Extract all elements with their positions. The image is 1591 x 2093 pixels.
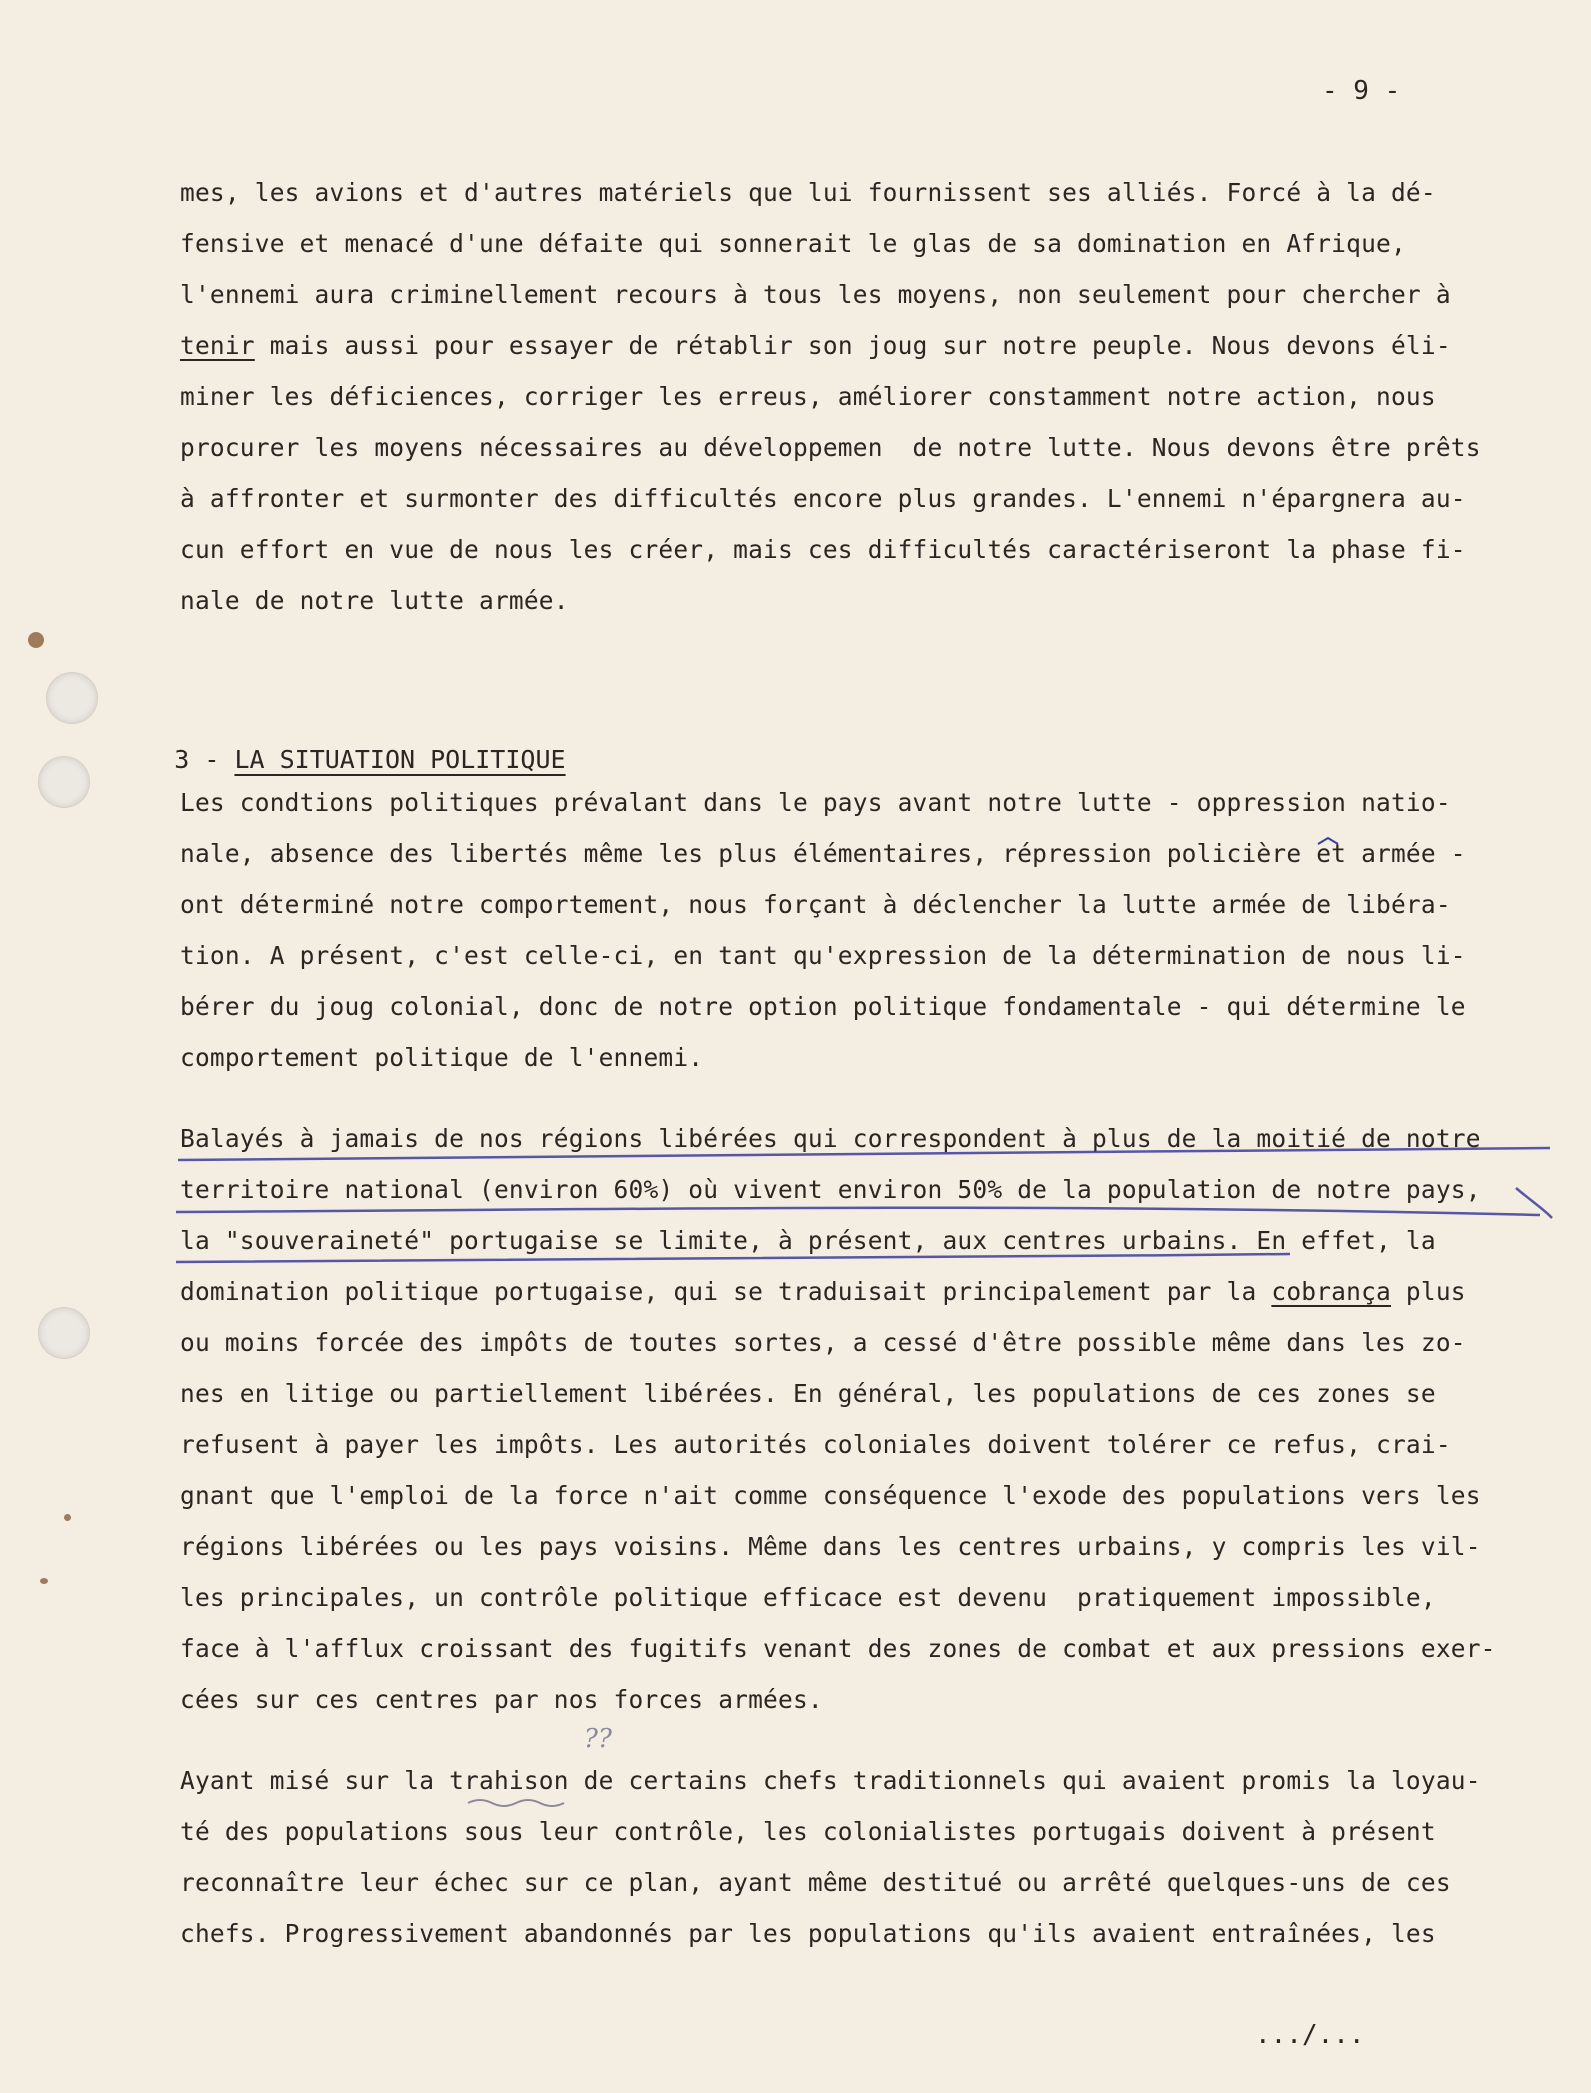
text-line: l'ennemi aura criminellement recours à tous les moyens, non seulement pour chercher à: [180, 280, 1451, 309]
text-line: bérer du joug colonial, donc de notre option politique fondamentale - qui détermine le: [180, 992, 1466, 1021]
text-line: mes, les avions et d'autres matériels que lui fournissent ses alliés. Forcé à la dé-: [180, 178, 1436, 207]
underlined-word: cobrança: [1271, 1277, 1391, 1306]
text-line: nale, absence des libertés même les plus élémentaires, répression policière et armée -: [180, 839, 1466, 868]
section-number: 3 -: [174, 745, 220, 774]
text-line: Les condtions politiques prévalant dans le pays avant notre lutte - oppression natio-: [180, 788, 1451, 817]
punch-hole: [46, 672, 98, 724]
text-line: nes en litige ou partiellement libérées. En général, les populations de ces zones se: [180, 1379, 1436, 1408]
line-start: domination politique portugaise, qui se traduisait principalement par la: [180, 1277, 1272, 1306]
line-end: plus: [1390, 1277, 1466, 1306]
underlined-word: tenir: [180, 331, 255, 360]
text-line: ou moins forcée des impôts de toutes sortes, a cessé d'être possible même dans les zo-: [180, 1328, 1466, 1357]
stain: [40, 1578, 48, 1584]
stain: [64, 1514, 71, 1521]
section-title: LA SITUATION POLITIQUE: [234, 745, 566, 774]
text-line: comportement politique de l'ennemi.: [180, 1043, 704, 1072]
text-line: les principales, un contrôle politique efficace est devenu pratiquement impossible,: [180, 1583, 1436, 1612]
stain: [28, 632, 44, 648]
line-rest: mais aussi pour essayer de rétablir son joug sur notre peuple. Nous devons éli-: [269, 331, 1451, 360]
punch-hole: [38, 1307, 90, 1359]
text-line: nale de notre lutte armée.: [180, 586, 569, 615]
text-line: Ayant misé sur la trahison de certains chefs traditionnels qui avaient promis la loyau-: [180, 1766, 1481, 1795]
text-line: chefs. Progressivement abandonnés par les populations qu'ils avaient entraînées, les: [180, 1919, 1436, 1948]
text-line: [180, 1277, 1466, 1306]
text-line: régions libérées ou les pays voisins. Même dans les centres urbains, y compris les vil-: [180, 1532, 1481, 1561]
continuation-mark: .../...: [1255, 2020, 1365, 2050]
text-line: cées sur ces centres par nos forces armées.: [180, 1685, 823, 1714]
text-line: procurer les moyens nécessaires au développemen de notre lutte. Nous devons être prêts: [180, 433, 1481, 462]
text-line: gnant que l'emploi de la force n'ait comme conséquence l'exode des populations vers les: [180, 1481, 1481, 1510]
text-line: ont déterminé notre comportement, nous forçant à déclencher la lutte armée de libéra-: [180, 890, 1451, 919]
text-line: Balayés à jamais de nos régions libérées qui correspondent à plus de la moitié de notre: [180, 1124, 1481, 1153]
text-line: fensive et menacé d'une défaite qui sonnerait le glas de sa domination en Afrique,: [180, 229, 1406, 258]
text-line: à affronter et surmonter des difficultés encore plus grandes. L'ennemi n'épargnera au-: [180, 484, 1466, 513]
text-line: cun effort en vue de nous les créer, mais ces difficultés caractériseront la phase fi-: [180, 535, 1466, 564]
punch-hole: [38, 756, 90, 808]
text-line: reconnaître leur échec sur ce plan, ayant même destitué ou arrêté quelques-uns de ces: [180, 1868, 1451, 1897]
text-line: refusent à payer les impôts. Les autorités coloniales doivent tolérer ce refus, crai-: [180, 1430, 1451, 1459]
page-number: - 9 -: [1322, 76, 1401, 106]
text-line: miner les déficiences, corriger les erreus, améliorer constamment notre action, nous: [180, 382, 1436, 411]
text-line: té des populations sous leur contrôle, les colonialistes portugais doivent à présent: [180, 1817, 1436, 1846]
text-line: la "souveraineté" portugaise se limite, à présent, aux centres urbains. En effet, la: [180, 1226, 1436, 1255]
text-line: [180, 331, 1451, 360]
handwritten-note: ??: [584, 1724, 612, 1754]
text-line: territoire national (environ 60%) où vivent environ 50% de la population de notre pays,: [180, 1175, 1481, 1204]
text-line: tion. A présent, c'est celle-ci, en tant qu'expression de la détermination de nous li-: [180, 941, 1466, 970]
text-line: face à l'afflux croissant des fugitifs venant des zones de combat et aux pressions exer-: [180, 1634, 1496, 1663]
